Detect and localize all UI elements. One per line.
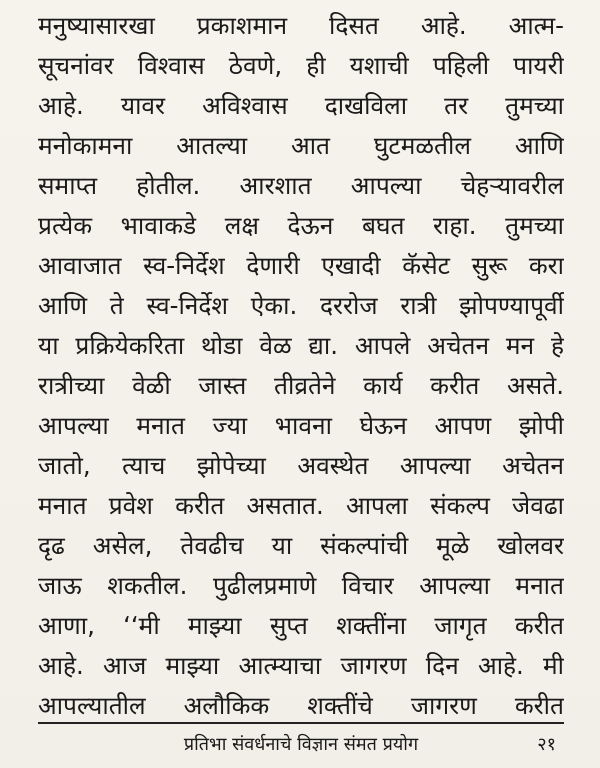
page-footer <box>38 728 564 762</box>
text-line: दृढ असेल, तेवढीच या संकल्पांची मूळे खोलवर <box>38 531 564 560</box>
text-line: या प्रक्रियेकरिता थोडा वेळ द्या. आपले अचेतन मन हे <box>38 331 564 360</box>
text-line: रात्रीच्या वेळी जास्त तीव्रतेने कार्य करीत असते. <box>38 371 564 400</box>
body-text <box>38 6 564 726</box>
text-line: आपल्या मनात ज्या भावना घेऊन आपण झोपी <box>38 411 564 440</box>
text-line: आहे. यावर अविश्वास दाखविला तर तुमच्या <box>38 91 564 120</box>
text-line: जातो, त्याच झोपेच्या अवस्थेत आपल्या अचेतन <box>38 451 564 480</box>
text-line: मनात प्रवेश करीत असतात. आपला संकल्प जेवढा <box>38 491 564 520</box>
text-line: समाप्त होतील. आरशात आपल्या चेहऱ्यावरील <box>38 171 564 200</box>
text-line: आणा, ‘‘मी माझ्या सुप्त शक्तींना जागृत करीत <box>38 611 564 640</box>
text-line: मनुष्यासारखा प्रकाशमान दिसत आहे. आत्म- <box>38 11 564 40</box>
text-line: आहे. आज माझ्या आत्म्याचा जागरण दिन आहे. मी <box>38 651 564 680</box>
text-line: आपल्यातील अलौकिक शक्तींचे जागरण करीत <box>38 691 564 720</box>
running-footer-title: प्रतिभा संवर्धनाचे विज्ञान संमत प्रयोग <box>183 734 419 755</box>
text-line: मनोकामना आतल्या आत घुटमळतील आणि <box>38 131 564 160</box>
text-line: सूचनांवर विश्वास ठेवणे, ही यशाची पहिली पायरी <box>38 51 564 80</box>
text-line: आणि ते स्व-निर्देश ऐका. दररोज रात्री झोपण्यापूर्वी <box>38 291 564 320</box>
page-number: २१ <box>537 734 556 755</box>
text-line: जाऊ शकतील. पुढीलप्रमाणे विचार आपल्या मनात <box>38 571 564 600</box>
text-line: प्रत्येक भावाकडे लक्ष देऊन बघत राहा. तुमच्या <box>38 211 564 240</box>
footer-divider <box>38 722 564 724</box>
text-line: आवाजात स्व-निर्देश देणारी एखादी कॅसेट सुरू करा <box>38 251 564 280</box>
